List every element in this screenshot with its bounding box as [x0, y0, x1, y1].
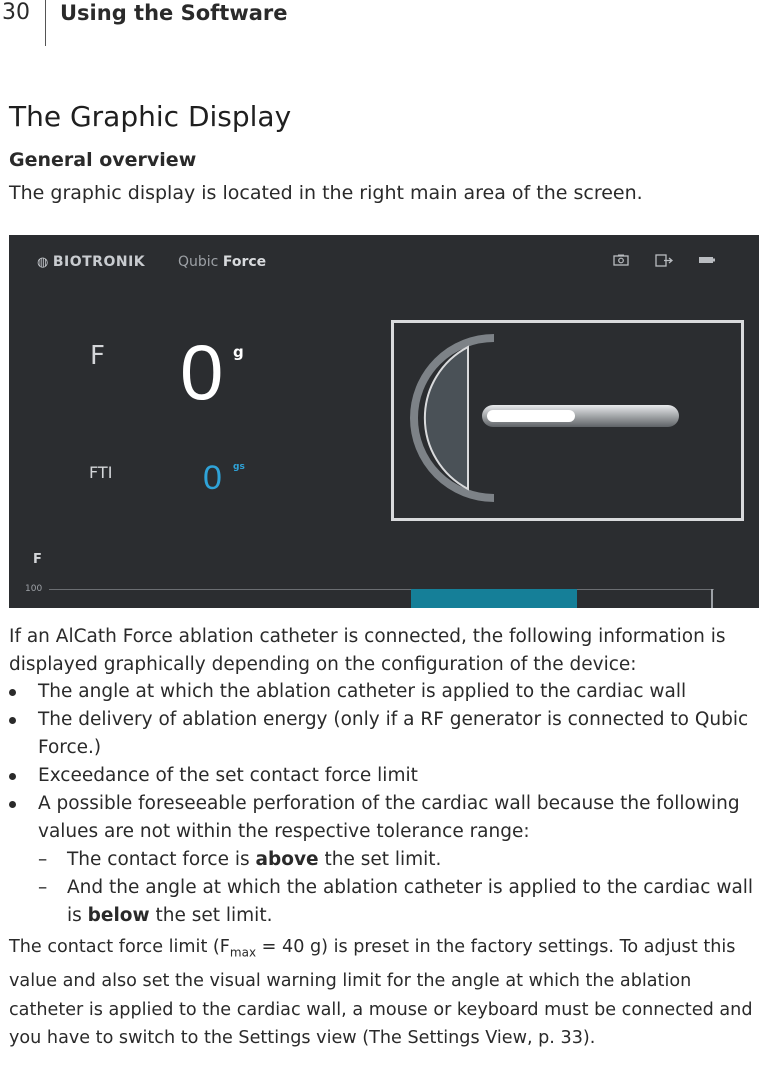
catheter-angle-graphic — [391, 320, 744, 521]
camera-icon[interactable] — [613, 254, 629, 270]
list-item-text: The delivery of ablation energy (only if a RF generator is connected to Qubic Force.) — [38, 709, 749, 758]
page-number: 30 — [2, 0, 30, 25]
bullet-icon — [9, 773, 16, 780]
export-icon[interactable] — [655, 254, 673, 271]
product-name-strong: Force — [222, 254, 267, 270]
bullet-icon — [9, 801, 16, 808]
logo-text: BIOTRONIK — [52, 254, 146, 270]
list-item — [9, 678, 757, 706]
catheter-tip — [487, 410, 575, 422]
sub-item-text: the set limit. — [149, 905, 273, 926]
force-unit: g — [233, 343, 244, 361]
force-chart-axis — [49, 589, 714, 590]
sub-list-item — [38, 846, 757, 874]
dash-icon: – — [38, 877, 48, 898]
emphasis-above: above — [255, 849, 319, 870]
intro-text: The graphic display is located in the right main area of the screen. — [9, 182, 643, 204]
dash-icon: – — [38, 849, 48, 870]
subsection-title: General overview — [9, 149, 197, 171]
list-item-text: Exceedance of the set contact force limit — [38, 765, 418, 786]
emphasis-below: below — [87, 905, 150, 926]
tolerance-sub-list — [38, 846, 757, 930]
running-head: Using the Software — [60, 1, 288, 25]
closing-subscript: max — [229, 945, 257, 960]
fti-unit: gs — [233, 462, 245, 472]
software-screenshot — [9, 235, 759, 608]
closing-text: = 40 g) is preset in the factory settings. To adjust this value and also set the visual warning limit for the angle at which the ablation catheter is applied to the cardiac wall, a mouse or keyboard must be connected and you have to switch to the Settings view (The Settings View, p. 33). — [9, 937, 753, 1049]
section-title: The Graphic Display — [9, 100, 292, 133]
bullet-icon — [9, 689, 16, 696]
biotronik-logo — [37, 254, 145, 270]
product-name — [178, 254, 266, 270]
list-item — [9, 762, 757, 790]
force-chart-cursor — [711, 589, 713, 608]
closing-text: The contact force limit (F — [9, 937, 230, 957]
sub-item-text: The contact force is — [67, 849, 256, 870]
info-bullet-list — [9, 678, 757, 930]
list-item-text: A possible foreseeable perforation of the cardiac wall because the following values are not within the respective tolerance range: — [38, 793, 740, 842]
product-prefix: Qubic — [178, 254, 219, 270]
list-item — [9, 706, 757, 762]
fti-label: FTI — [89, 463, 113, 482]
list-item-text: The angle at which the ablation catheter is applied to the cardiac wall — [38, 681, 687, 702]
list-item — [9, 790, 757, 930]
force-value: 0 — [180, 328, 224, 416]
paragraph-intro: If an AlCath Force ablation catheter is connected, the following information is displayed graphically depending on the configuration of the device: — [9, 626, 726, 675]
sub-item-text: the set limit. — [318, 849, 442, 870]
paragraph-closing — [9, 933, 759, 1053]
fti-value: 0 — [203, 459, 222, 497]
logo-mark-icon: ◍ — [37, 255, 49, 270]
sub-item-text: And the angle at which the ablation catheter is applied to the cardiac wall is — [67, 877, 754, 926]
force-label: F — [90, 341, 105, 371]
header-divider — [45, 0, 46, 46]
bullet-icon — [9, 717, 16, 724]
force-chart-bar — [411, 589, 577, 608]
force-chart-tick: 100 — [25, 584, 43, 594]
sub-list-item — [38, 874, 757, 930]
battery-icon — [698, 254, 716, 269]
force-chart-label: F — [33, 552, 42, 567]
